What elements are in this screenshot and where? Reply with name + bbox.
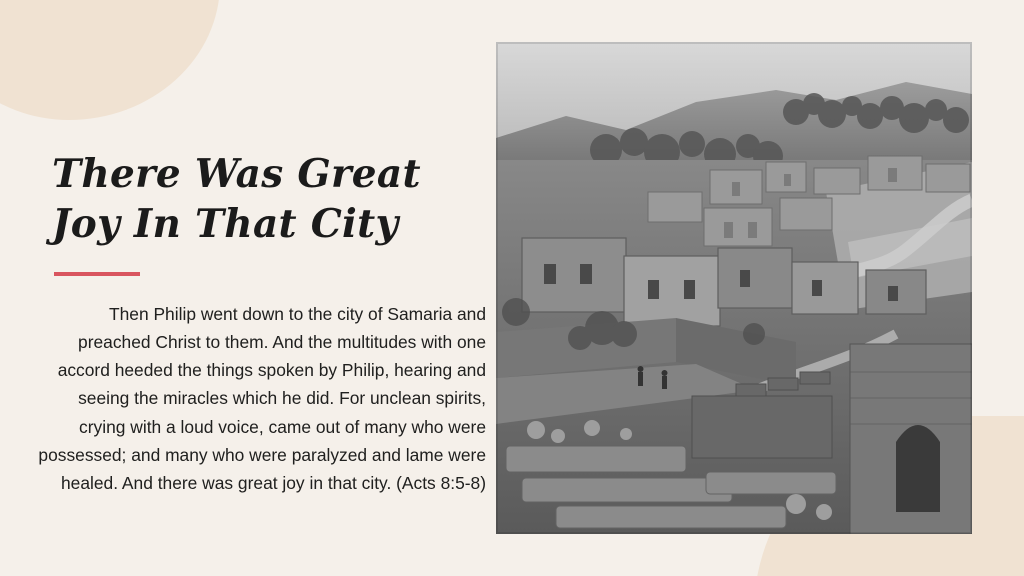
slide-title <box>52 150 488 250</box>
slide-title-line-2: Joy In That City <box>52 200 399 247</box>
title-underline-rule <box>54 272 140 276</box>
village-photograph <box>496 42 972 534</box>
decorative-blob-top-left <box>0 0 220 120</box>
slide-title-line-1: There Was Great <box>52 151 421 197</box>
scripture-body-text: Then Philip went down to the city of Samaria and preached Christ to them. And the multitudes with one accord heeded the things spoken by Philip, hearing and seeing the miracles which he did. For unclean spirits, crying with a loud voice, came out of many who were possessed; and many who were paralyzed and lame were healed. And there was great joy in that city. (Acts 8:5-8) <box>38 303 486 493</box>
text-column <box>38 150 488 497</box>
